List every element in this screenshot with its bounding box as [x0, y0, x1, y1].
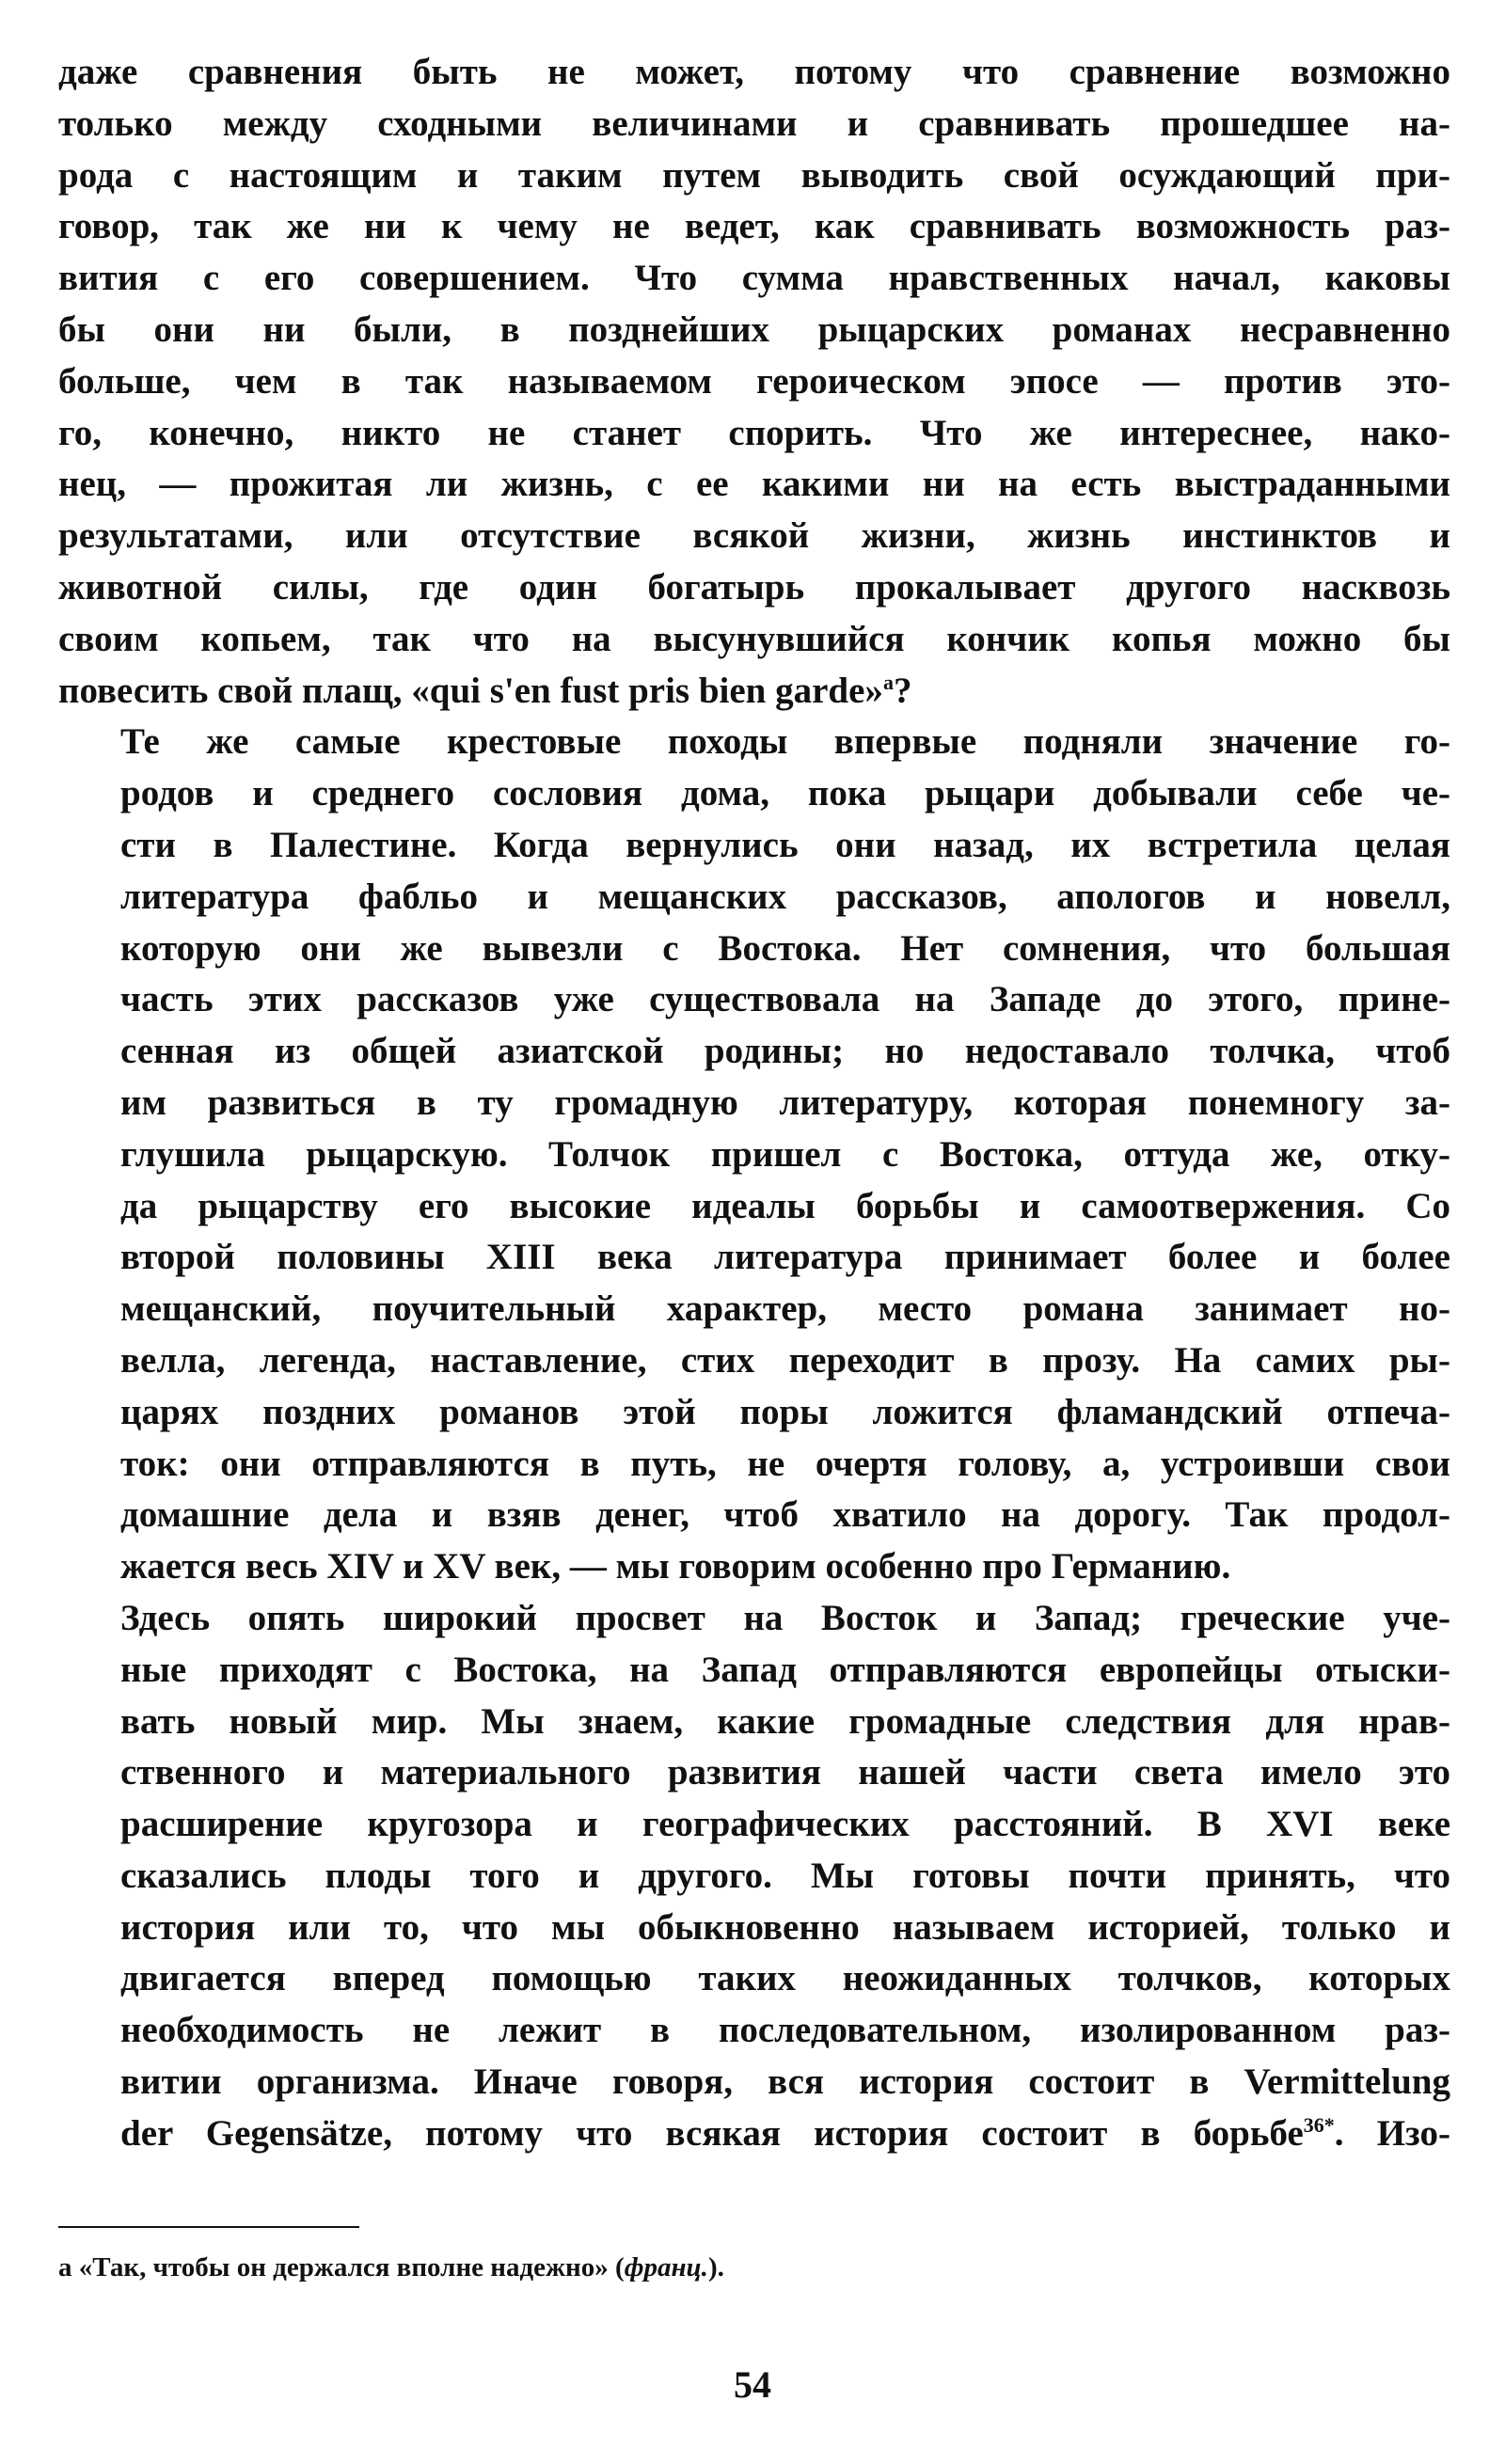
text-line: витии организма. Иначе говоря, вся история состоит в Vermittelung	[120, 2061, 1450, 2103]
footnote-marker: a	[58, 2252, 72, 2282]
text-line: результатами, или отсутствие всякой жизни, жизнь инстинктов и	[58, 515, 1450, 557]
text-line: домашние дела и взяв денег, чтоб хватило на дорогу. Так продол-	[120, 1494, 1450, 1536]
text-line: своим копьем, так что на высунувшийся кончик копья можно бы	[58, 618, 1450, 659]
text-line: Те же самые крестовые походы впервые подняли значение го-	[120, 721, 1450, 763]
text-line: да рыцарству его высокие идеалы борьбы и самоотвержения. Со	[120, 1185, 1450, 1226]
text-line: сти в Палестине. Когда вернулись они назад, их встретила целая	[120, 824, 1450, 865]
paragraph	[58, 1593, 1450, 2160]
body-text	[58, 47, 1450, 2160]
text-line-tail: . Изо-	[1334, 2112, 1450, 2154]
text-line: говор, так же ни к чему не ведет, как сравнивать возможность раз-	[58, 206, 1450, 247]
text-line: ток: они отправляются в путь, не очертя голову, а, устроивши свои	[120, 1443, 1450, 1484]
text-line: им развиться в ту громадную литературу, которая понемногу за-	[120, 1082, 1450, 1123]
text-line: второй половины XIII века литература принимает более и более	[120, 1237, 1450, 1278]
text-line: ные приходят с Востока, на Запад отправляются европейцы отыски-	[120, 1649, 1450, 1690]
text-line: ственного и материального развития нашей части света имело это	[120, 1752, 1450, 1793]
text-line: литература фабльо и мещанских рассказов, апологов и новелл,	[120, 876, 1450, 917]
page-number: 54	[734, 2363, 771, 2406]
text-line: необходимость не лежит в последовательном, изолированном раз-	[120, 2010, 1450, 2051]
text-line: больше, чем в так называемом героическом эпосе — против это-	[58, 360, 1450, 402]
text-line-content: der Gegensätze, потому что всякая история состоит в борьбе	[120, 2112, 1304, 2154]
text-line: рода с настоящим и таким путем выводить свой осуждающий при-	[58, 154, 1450, 196]
text-line: часть этих рассказов уже существовала на Западе до этого, прине-	[120, 979, 1450, 1020]
text-line: родов и среднего сословия дома, пока рыцари добывали себе че-	[120, 773, 1450, 814]
paragraph	[58, 717, 1450, 1593]
text-line: вать новый мир. Мы знаем, какие громадные следствия для нрав-	[120, 1700, 1450, 1742]
text-line: нец, — прожитая ли жизнь, с ее какими ни на есть выстраданными	[58, 464, 1450, 505]
text-line: только между сходными величинами и сравнивать прошедшее на-	[58, 103, 1450, 144]
text-line: жается весь XIV и XV век, — мы говорим особенно про Германию.	[120, 1546, 1231, 1587]
text-line: которую они же вывезли с Востока. Нет сомнения, что большая	[120, 927, 1450, 969]
footnote	[58, 2251, 1450, 2284]
text-line: царях поздних романов этой поры ложится фламандский отпеча-	[120, 1391, 1450, 1432]
text-line: вития с его совершением. Что сумма нравственных начал, каковы	[58, 258, 1450, 299]
footnote-note-close: ).	[707, 2252, 724, 2282]
text-line: бы они ни были, в позднейших рыцарских романах несравненно	[58, 308, 1450, 350]
text-line: животной силы, где один богатырь прокалывает другого насквозь	[58, 566, 1450, 608]
note-reference: 36*	[1303, 2112, 1335, 2137]
footnote-language-note: франц.	[624, 2252, 708, 2282]
text-line: двигается вперед помощью таких неожиданных толчков, которых	[120, 1958, 1450, 1999]
text-line: велла, легенда, наставление, стих переходит в прозу. На самих ры-	[120, 1339, 1450, 1381]
text-line: глушила рыцарскую. Толчок пришел с Востока, оттуда же, отку-	[120, 1133, 1450, 1175]
text-line: сенная из общей азиатской родины; но недоставало толчка, чтоб	[120, 1031, 1450, 1072]
note-reference: a	[882, 670, 894, 694]
text-line: расширение кругозора и географических расстояний. В XVI веке	[120, 1804, 1450, 1845]
text-line: даже сравнения быть не может, потому что сравнение возможно	[58, 52, 1450, 92]
footnote-text: «Так, чтобы он держался вполне надежно»	[78, 2252, 609, 2282]
footnote-separator	[58, 2226, 359, 2228]
text-line: мещанский, поучительный характер, место романа занимает но-	[120, 1288, 1450, 1330]
text-line: сказались плоды того и другого. Мы готовы почти принять, что	[120, 1855, 1450, 1896]
text-line: Здесь опять широкий просвет на Восток и Запад; греческие уче-	[120, 1597, 1450, 1638]
paragraph	[58, 47, 1450, 717]
text-line	[58, 2109, 1450, 2160]
text-line-tail: ?	[893, 670, 912, 711]
text-line: история или то, что мы обыкновенно называем историей, только и	[120, 1906, 1450, 1948]
text-line: го, конечно, никто не станет спорить. Что же интереснее, нако-	[58, 412, 1450, 453]
text-line	[58, 666, 1450, 718]
footnote-note-open: (	[608, 2252, 625, 2282]
text-line-content: повесить свой плащ, «qui s'en fust pris bien garde»	[58, 670, 883, 711]
